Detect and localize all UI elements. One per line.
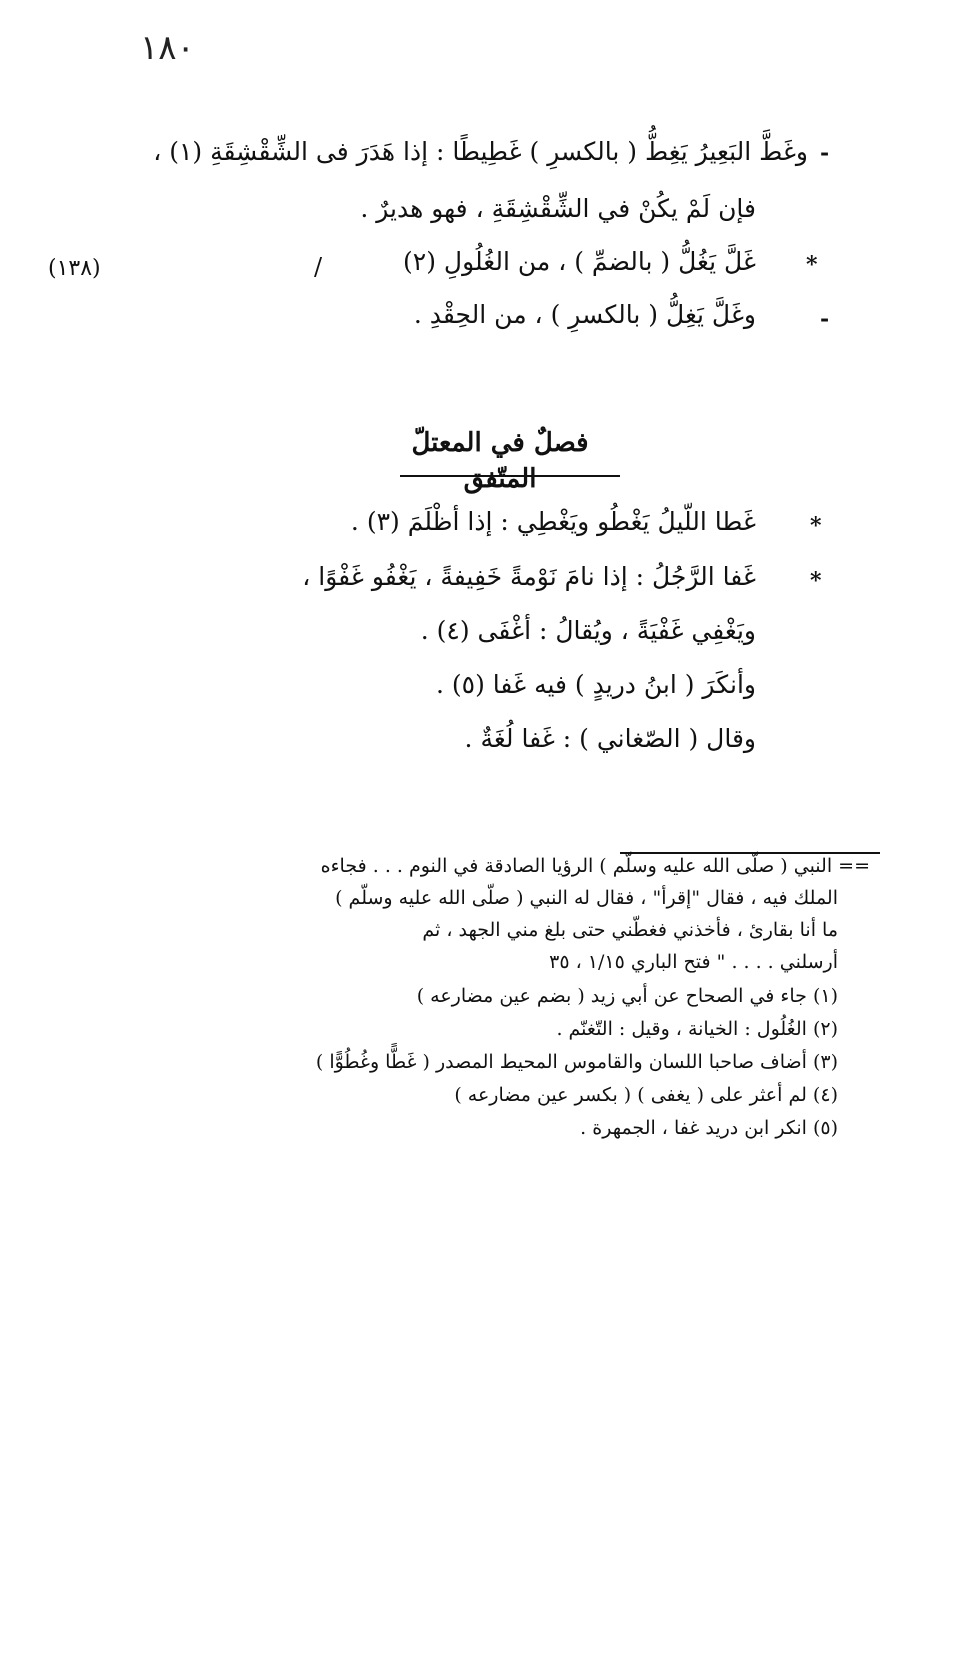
line-marker-star: * — [806, 252, 818, 278]
line-marker-star: * — [810, 568, 822, 594]
footnote-line: أرسلني . . . . " فتح الباري ١/١٥ ، ٣٥ — [549, 951, 838, 973]
line-marker-star: * — [810, 513, 822, 539]
line-marker-dash: - — [820, 140, 830, 166]
entry-line-2: فإن لَمْ يكُنْ في الشِّقْشِقَةِ ، فهو هديرٌ . — [360, 194, 756, 223]
entry-line-1: وغَطَّ البَعِيرُ يَغِطُّ ( بالكسرِ ) غَطِيطًا : إذا هَدَرَ فى الشِّقْشِقَةِ (١) ، — [153, 137, 808, 166]
footnote-5: (٥) انكر ابن دريد غفا ، الجمهرة . — [580, 1117, 838, 1139]
footnote-4: (٤) لم أعثر على ( يغفى ) ( بكسر عين مضارعه ) — [454, 1084, 838, 1106]
footnote-line: == النبي ( صلّى الله عليه وسلّم ) الرؤيا الصادقة في النوم . . . فجاءه — [320, 855, 870, 877]
footnote-3: (٣) أضاف صاحبا اللسان والقاموس المحيط المصدر ( غَطًّا وغُطُوًّا ) — [315, 1051, 838, 1073]
section-line-4: وأنكَرَ ( ابنُ دريدٍ ) فيه غَفا (٥) . — [435, 670, 756, 699]
line-marker-dash: - — [820, 306, 830, 332]
page-number: ١٨٠ — [140, 28, 195, 68]
section-line-3: ويَغْفِي غَفْيَةً ، ويُقالُ : أغْفَى (٤) . — [420, 616, 756, 645]
footnote-line: ما أنا بقارئ ، فأخذني فغطّني حتى بلغ مني الجهد ، ثم — [422, 919, 838, 941]
entry-line-4: وغَلَّ يَغِلُّ ( بالكسرِ ) ، من الحِقْدِ . — [413, 300, 756, 329]
section-line-5: وقال ( الصّغاني ) : غَفا لُغَةٌ . — [464, 724, 756, 753]
footnote-2: (٢) الغُلُول : الخيانة ، وقيل : التّغنّم . — [556, 1018, 838, 1040]
heading-underline — [400, 475, 620, 477]
section-line-1: غَطا اللّيلُ يَغْطُو ويَغْطِي : إذا أظْلَمَ (٣) . — [350, 507, 756, 536]
reference-number: (١٣٨) — [48, 256, 101, 281]
section-heading: فصلٌ في المعتلّ المتّفق — [411, 428, 589, 494]
footnote-1: (١) جاء في الصحاح عن أبي زيد ( بضم عين مضارعه ) — [416, 985, 838, 1007]
slash-mark: / — [314, 253, 323, 281]
entry-line-3: غَلَّ يَغُلُّ ( بالضمِّ ) ، من الغُلُولِ (٢) — [403, 247, 756, 276]
footnote-line: الملك فيه ، فقال "إقرأ" ، فقال له النبي ( صلّى الله عليه وسلّم ) — [335, 887, 838, 909]
section-line-2: غَفا الرَّجُلُ : إذا نامَ نَوْمةً خَفِيفةً ، يَغْفُو غَفْوًا ، — [302, 562, 756, 591]
